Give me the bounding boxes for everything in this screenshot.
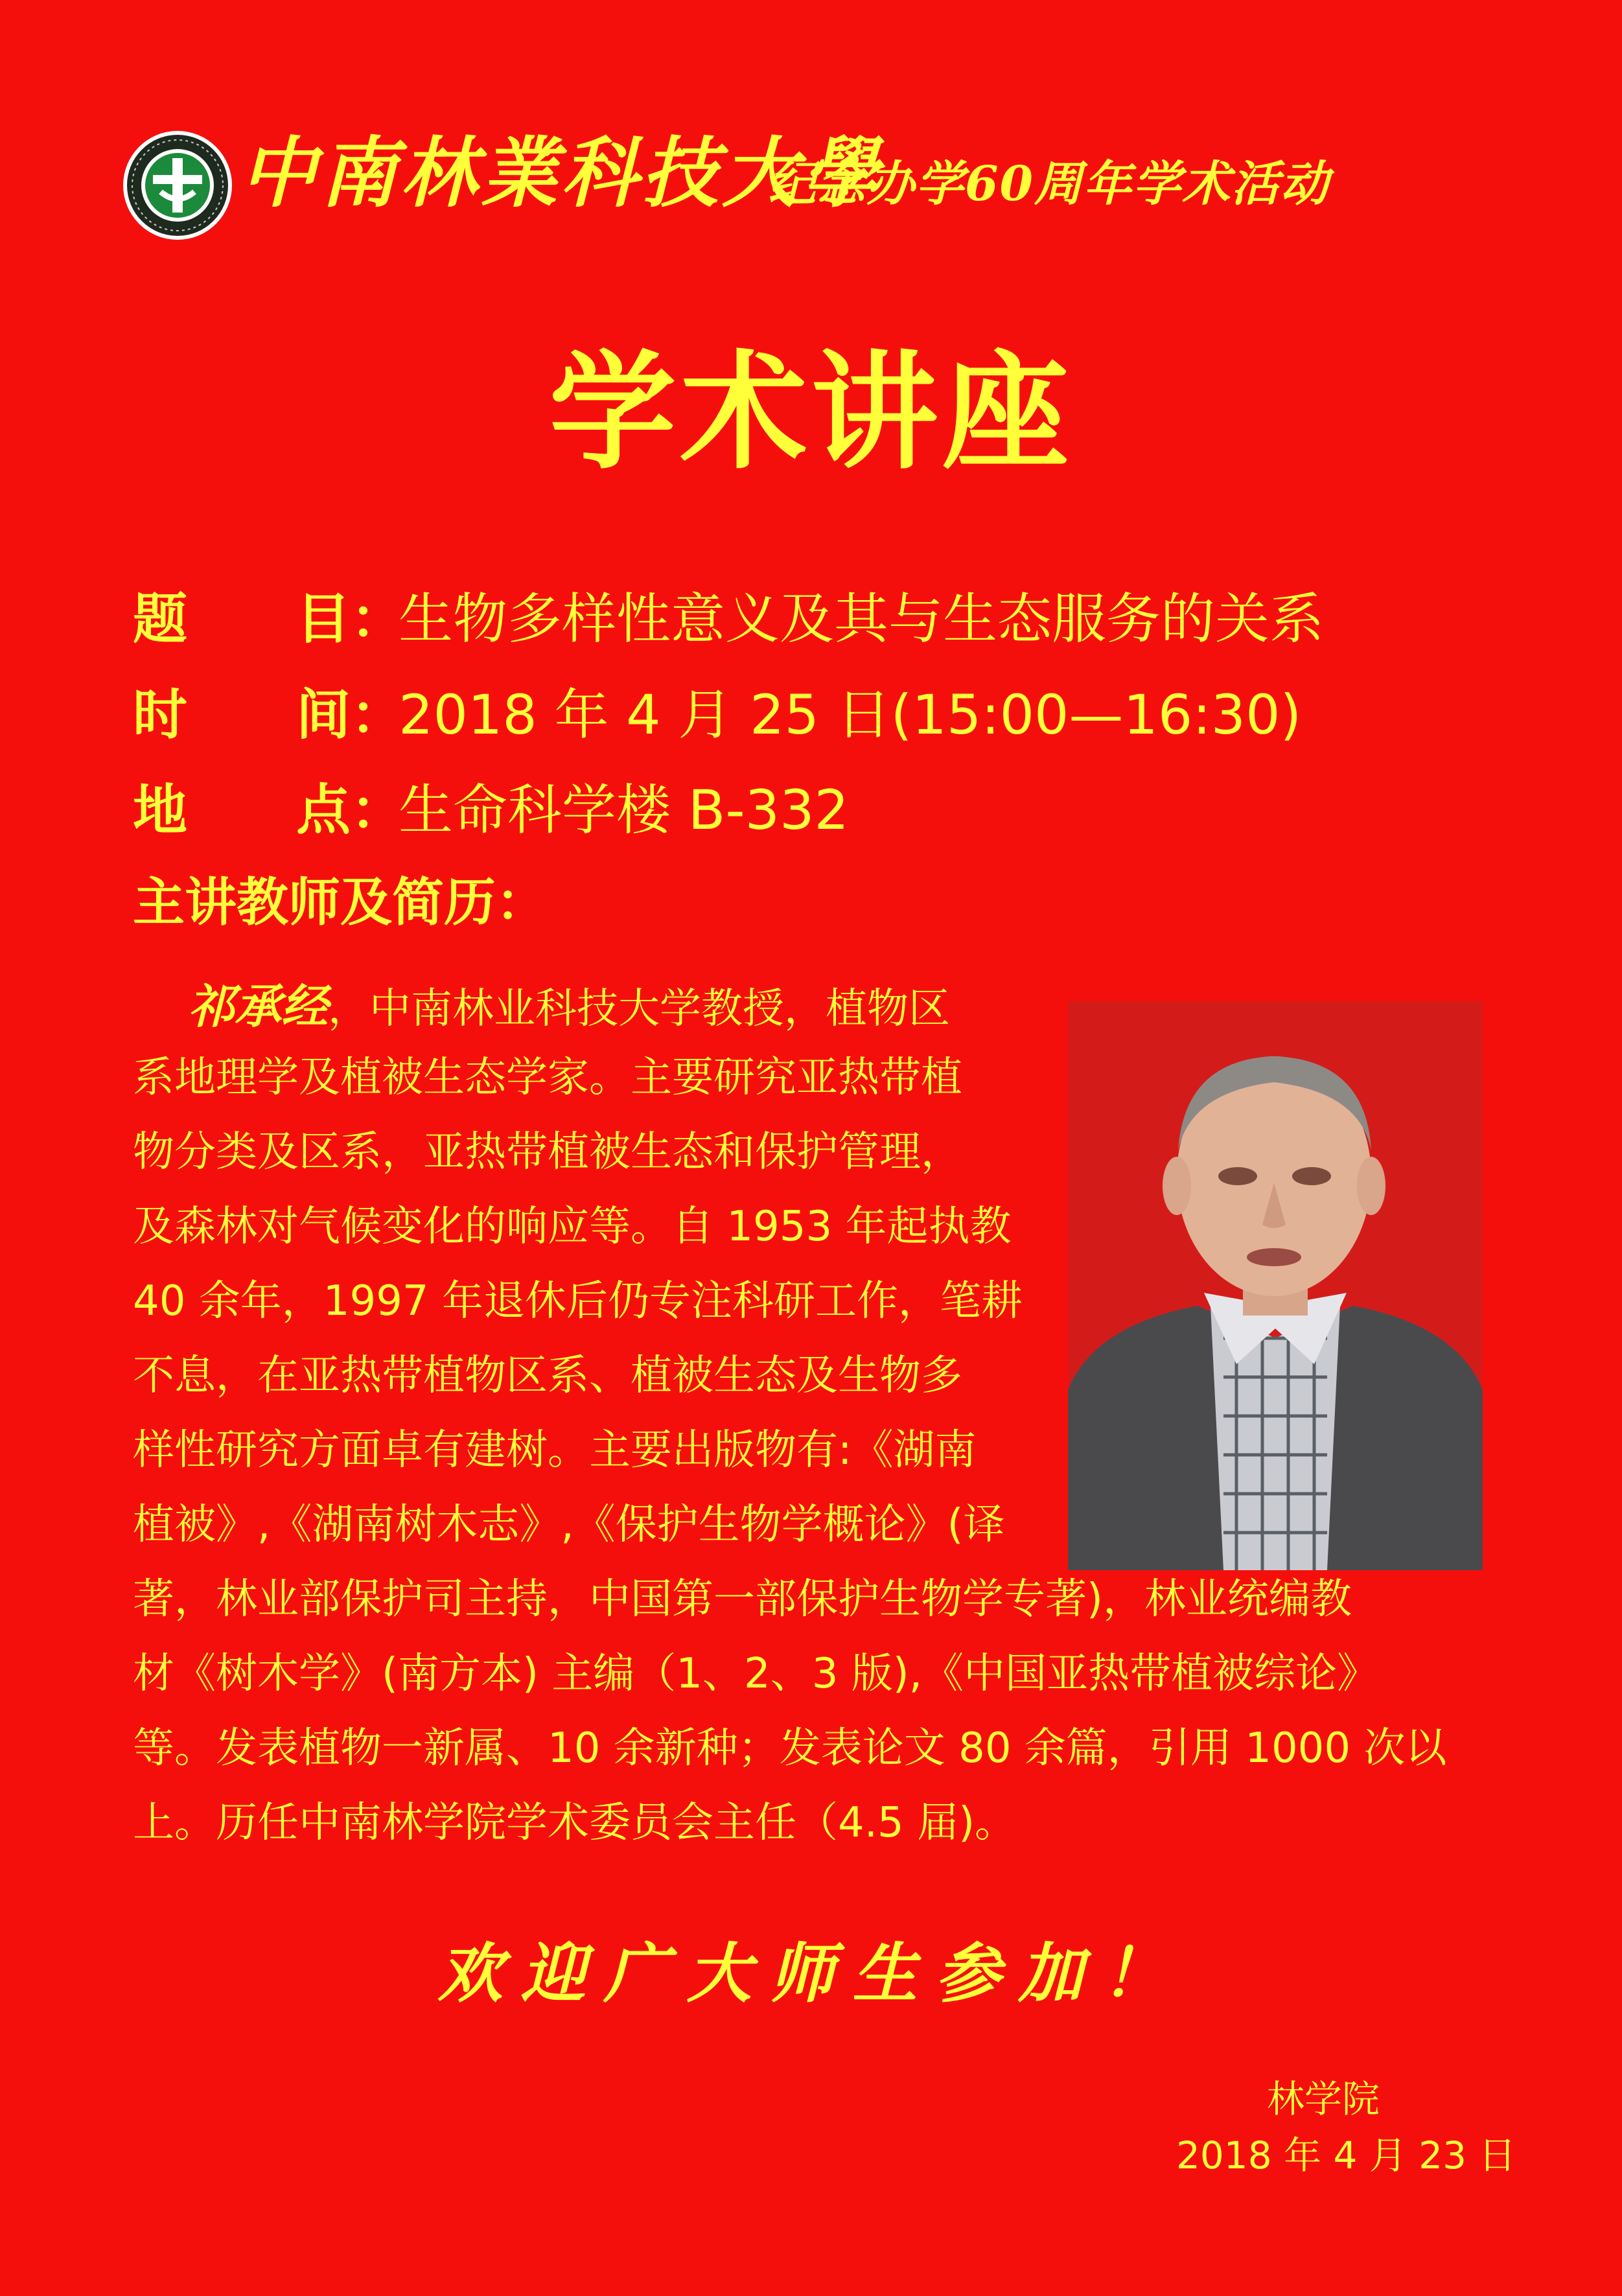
bio-line: 不息，在亚热带植物区系、植被生态及生物多: [133, 1352, 962, 1400]
speaker-portrait-icon: [1068, 1001, 1483, 1570]
topic-row: [133, 586, 1324, 652]
topic-value: 生物多样性意义及其与生态服务的关系: [399, 587, 1325, 651]
place-row: [133, 778, 849, 843]
place-value: 生命科学楼 B-332: [399, 778, 849, 842]
time-row: [133, 682, 1301, 748]
bio-line: 著，林业部保护司主持，中国第一部保护生物学专著)，林业统编教: [133, 1575, 1352, 1623]
signature-date: 2018 年 4 月 23 日: [1176, 2133, 1516, 2177]
bio-line: 上。历任中南林学院学术委员会主任（4.5 届)。: [133, 1799, 1017, 1847]
bio-line: 及森林对气候变化的响应等。自 1953 年起执教: [133, 1203, 1012, 1251]
bio-line: 40 余年，1997 年退休后仍专注科研工作，笔耕: [133, 1277, 1023, 1325]
bio-line: 等。发表植物一新属、10 余新种；发表论文 80 余篇，引用 1000 次以: [133, 1724, 1447, 1772]
bio-line: 系地理学及植被生态学家。主要研究亚热带植: [133, 1054, 962, 1102]
bio-line: [188, 979, 950, 1034]
topic-label: 题 目：: [133, 587, 406, 651]
speaker-heading: 主讲教师及简历：: [133, 872, 548, 933]
welcome-message: 欢迎广大师生参加！: [437, 1935, 1185, 2012]
bio-line: 材《树木学》(南方本) 主编（1、2、3 版),《中国亚热带植被综论》: [133, 1650, 1379, 1698]
anniversary-subtitle: 纪念办学60周年学术活动: [768, 156, 1330, 212]
university-name: 中南林業科技大學: [240, 128, 883, 218]
poster-title: 学术讲座: [549, 339, 1073, 487]
bio-line: 物分类及区系，亚热带植被生态和保护管理，: [133, 1128, 962, 1176]
bio-line-text: ，中南林业科技大学教授，植物区: [328, 985, 951, 1033]
speaker-name: 祁承经: [188, 979, 329, 1034]
university-seal-icon: [122, 130, 233, 241]
bio-line: 样性研究方面卓有建树。主要出版物有:《湖南: [133, 1426, 977, 1474]
place-label: 地 点：: [133, 778, 406, 842]
time-value: 2018 年 4 月 25 日(15:00—16:30): [399, 683, 1302, 747]
time-label: 时 间：: [133, 683, 406, 747]
bio-line: 植被》,《湖南树木志》,《保护生物学概论》(译: [133, 1501, 1005, 1549]
organizer: 林学院: [1267, 2077, 1380, 2121]
